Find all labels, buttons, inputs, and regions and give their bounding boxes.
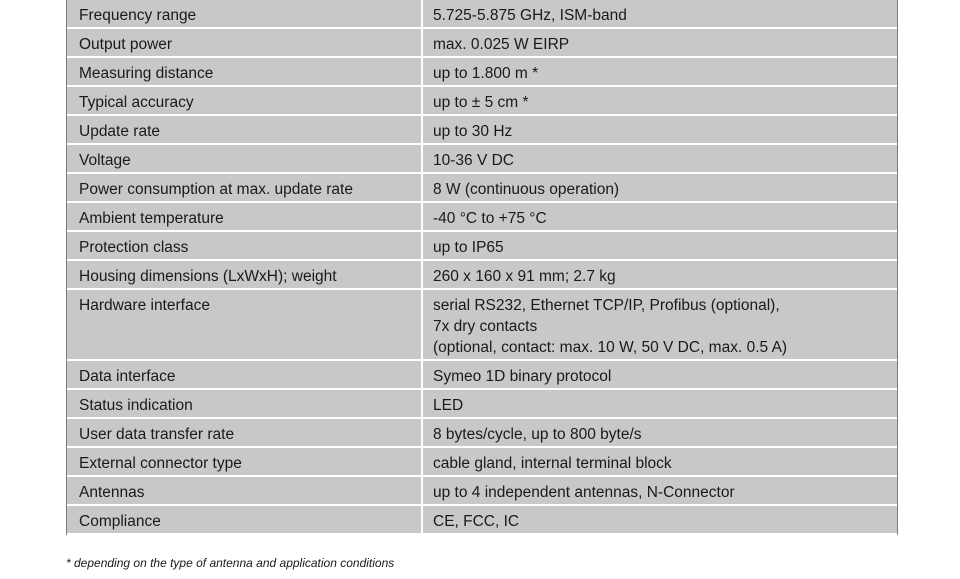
spec-value: [433, 179, 619, 200]
table-row: [67, 58, 897, 87]
spec-value-line: max. 0.025 W EIRP: [433, 36, 570, 53]
table-row: [67, 203, 897, 232]
spec-value: [433, 150, 514, 171]
spec-label: Typical accuracy: [79, 94, 194, 111]
table-row: [67, 361, 897, 390]
spec-value-line: LED: [433, 397, 464, 414]
spec-label: Antennas: [79, 484, 145, 501]
spec-value: [433, 121, 512, 142]
spec-value: [433, 266, 616, 287]
spec-label: Update rate: [79, 123, 160, 140]
table-row: [67, 419, 897, 448]
spec-value: [433, 34, 569, 55]
spec-value: [433, 92, 529, 113]
spec-value-line: 8 W (continuous operation): [433, 181, 620, 198]
table-row: [67, 390, 897, 419]
spec-value-line: up to 4 independent antennas, N-Connector: [433, 484, 735, 501]
table-row: [67, 145, 897, 174]
spec-value-line: 5.725-5.875 GHz, ISM-band: [433, 7, 627, 24]
spec-value: [433, 424, 642, 445]
table-row: [67, 174, 897, 203]
spec-value: [433, 63, 538, 84]
spec-value-line: up to IP65: [433, 239, 504, 256]
table-row: [67, 29, 897, 58]
spec-value: [433, 395, 463, 416]
spec-label: Output power: [79, 36, 173, 53]
spec-value-line: -40 °C to +75 °C: [433, 210, 547, 227]
spec-value-line: up to 1.800 m *: [433, 65, 539, 82]
spec-label: Power consumption at max. update rate: [79, 181, 353, 198]
spec-value-line: 10-36 V DC: [433, 152, 514, 169]
spec-value-line: (optional, contact: max. 10 W, 50 V DC, max. 0.5 A): [433, 339, 788, 356]
spec-label: Protection class: [79, 239, 189, 256]
spec-value: [433, 511, 519, 532]
spec-value-line: up to 30 Hz: [433, 123, 513, 140]
spec-label: Status indication: [79, 397, 193, 414]
spec-label: Housing dimensions (LxWxH); weight: [79, 268, 337, 285]
table-row: [67, 506, 897, 535]
spec-value: [433, 366, 611, 387]
spec-label: User data transfer rate: [79, 426, 235, 443]
spec-table: [66, 0, 898, 535]
spec-label: Hardware interface: [79, 297, 210, 314]
spec-value-line: up to ± 5 cm *: [433, 94, 529, 111]
table-row: [67, 477, 897, 506]
spec-value-line: CE, FCC, IC: [433, 513, 520, 530]
spec-value: [433, 237, 504, 258]
spec-label: Compliance: [79, 513, 161, 530]
spec-label: Data interface: [79, 368, 176, 385]
spec-label: External connector type: [79, 455, 242, 472]
table-row: [67, 261, 897, 290]
spec-value-line: 260 x 160 x 91 mm; 2.7 kg: [433, 268, 616, 285]
spec-value-line: serial RS232, Ethernet TCP/IP, Profibus (optional),: [433, 297, 780, 314]
spec-value: [433, 482, 735, 503]
column-divider: [421, 0, 423, 534]
table-row: [67, 0, 897, 29]
spec-value-line: 8 bytes/cycle, up to 800 byte/s: [433, 426, 642, 443]
spec-label: Ambient temperature: [79, 210, 224, 227]
spec-value: [433, 208, 547, 229]
spec-value: [433, 295, 787, 358]
spec-value-line: cable gland, internal terminal block: [433, 455, 672, 472]
spec-value: [433, 453, 672, 474]
spec-value: [433, 5, 627, 26]
table-row: [67, 290, 897, 361]
table-row: [67, 87, 897, 116]
footnote: * depending on the type of antenna and application conditions: [66, 556, 395, 570]
spec-label: Measuring distance: [79, 65, 214, 82]
spec-label: Frequency range: [79, 7, 197, 24]
table-row: [67, 116, 897, 145]
spec-value-line: 7x dry contacts: [433, 318, 538, 335]
table-row: [67, 448, 897, 477]
spec-label: Voltage: [79, 152, 131, 169]
table-row: [67, 232, 897, 261]
spec-value-line: Symeo 1D binary protocol: [433, 368, 612, 385]
